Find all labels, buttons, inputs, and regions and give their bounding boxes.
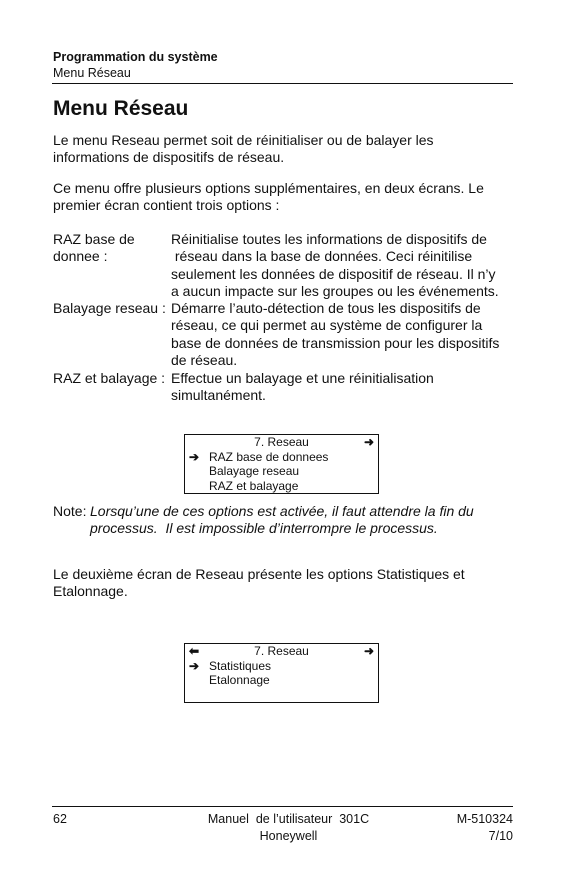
intro-paragraph: [53, 132, 513, 167]
lcd-title: 7. Reseau: [254, 644, 309, 658]
definition-desc-raz-base: [171, 231, 516, 300]
desc-line: Réinitialise toutes les informations de dispositifs de: [171, 231, 487, 247]
definition-term-raz-base: [53, 231, 135, 266]
lcd-title-row: [185, 435, 378, 450]
definition-term-raz-balayage: [53, 370, 165, 387]
section-header-subtitle: Menu Réseau: [53, 66, 131, 80]
lcd-menu-item: [185, 659, 378, 674]
desc-line: Effectue un balayage et une réinitialisation: [171, 370, 434, 386]
second-screen-line: Le deuxième écran de Reseau présente les options Statistiques et: [53, 566, 465, 582]
arrow-right-icon: ➜: [363, 435, 374, 449]
arrow-right-icon: ➜: [363, 644, 374, 658]
lcd-menu-item: [185, 450, 378, 465]
page-number: 62: [53, 812, 67, 826]
footer-rule: [52, 806, 513, 807]
desc-line: Démarre l’auto-détection de tous les dispositifs de: [171, 300, 481, 316]
lcd-item-label: Statistiques: [209, 658, 272, 673]
desc-line: simultanément.: [171, 387, 266, 404]
lcd-title-row: [185, 644, 378, 659]
second-screen-line: Etalonnage.: [53, 583, 128, 600]
lcd-menu-item: [185, 673, 378, 688]
footer-manual-title: Manuel de l’utilisateur 301C: [207, 812, 370, 826]
lcd-menu-item: [185, 464, 378, 479]
lcd-item-label: RAZ base de donnees: [209, 449, 329, 464]
options-intro-paragraph: [53, 180, 513, 215]
arrow-left-icon: ⬅: [189, 644, 200, 658]
footer-date: 7/10: [488, 829, 513, 843]
desc-line: réseau, ce qui permet au système de configurer la: [171, 317, 483, 334]
section-header-title: Programmation du système: [53, 50, 218, 64]
page-title: Menu Réseau: [53, 97, 189, 120]
desc-line: de réseau.: [171, 351, 238, 368]
term-line: donnee :: [53, 248, 108, 265]
term-line: RAZ base de: [53, 231, 135, 247]
definition-desc-balayage: [171, 300, 516, 369]
footer-doc-number: M-510324: [456, 812, 513, 826]
cursor-arrow-icon: ➔: [189, 449, 200, 464]
cursor-arrow-icon: ➔: [189, 658, 200, 673]
desc-line: réseau dans la base de données. Ceci réinitilise: [171, 248, 473, 265]
definition-desc-raz-balayage: [171, 370, 516, 405]
second-screen-paragraph: [53, 566, 513, 601]
lcd-item-label: Etalonnage: [209, 673, 270, 687]
note-line-2: [90, 520, 520, 537]
lcd-screen-1: [184, 434, 379, 494]
lcd-title: 7. Reseau: [254, 435, 309, 449]
options-intro-line: Ce menu offre plusieurs options supplémentaires, en deux écrans. Le: [53, 180, 484, 196]
footer-company: Honeywell: [259, 829, 318, 843]
lcd-menu-item: [185, 479, 378, 494]
lcd-item-label: Balayage reseau: [209, 464, 300, 478]
desc-line: base de données de transmission pour les dispositifs: [171, 334, 500, 351]
desc-line: seulement les données de dispositif de réseau. Il n’y: [171, 265, 496, 282]
lcd-screen-2: [184, 643, 379, 703]
note-line-2a: processus.: [90, 520, 158, 537]
definition-term-balayage: [53, 300, 166, 317]
note-line-2b: Il est impossible d’interrompre le processus.: [165, 520, 438, 537]
lcd-item-label: RAZ et balayage: [209, 478, 299, 493]
note-label: Note:: [53, 503, 87, 519]
intro-line: informations de dispositifs de réseau.: [53, 149, 285, 166]
header-rule: [52, 83, 513, 84]
intro-line: Le menu Reseau permet soit de réinitialiser ou de balayer les: [53, 132, 434, 148]
desc-line: a aucun impacte sur les groupes ou les événements.: [171, 282, 499, 299]
options-intro-line: premier écran contient trois options :: [53, 197, 280, 214]
term-line: Balayage reseau :: [53, 300, 166, 316]
note-line-1: Lorsqu’une de ces options est activée, il faut attendre la fin du: [90, 503, 474, 519]
term-line: RAZ et balayage :: [53, 370, 166, 386]
